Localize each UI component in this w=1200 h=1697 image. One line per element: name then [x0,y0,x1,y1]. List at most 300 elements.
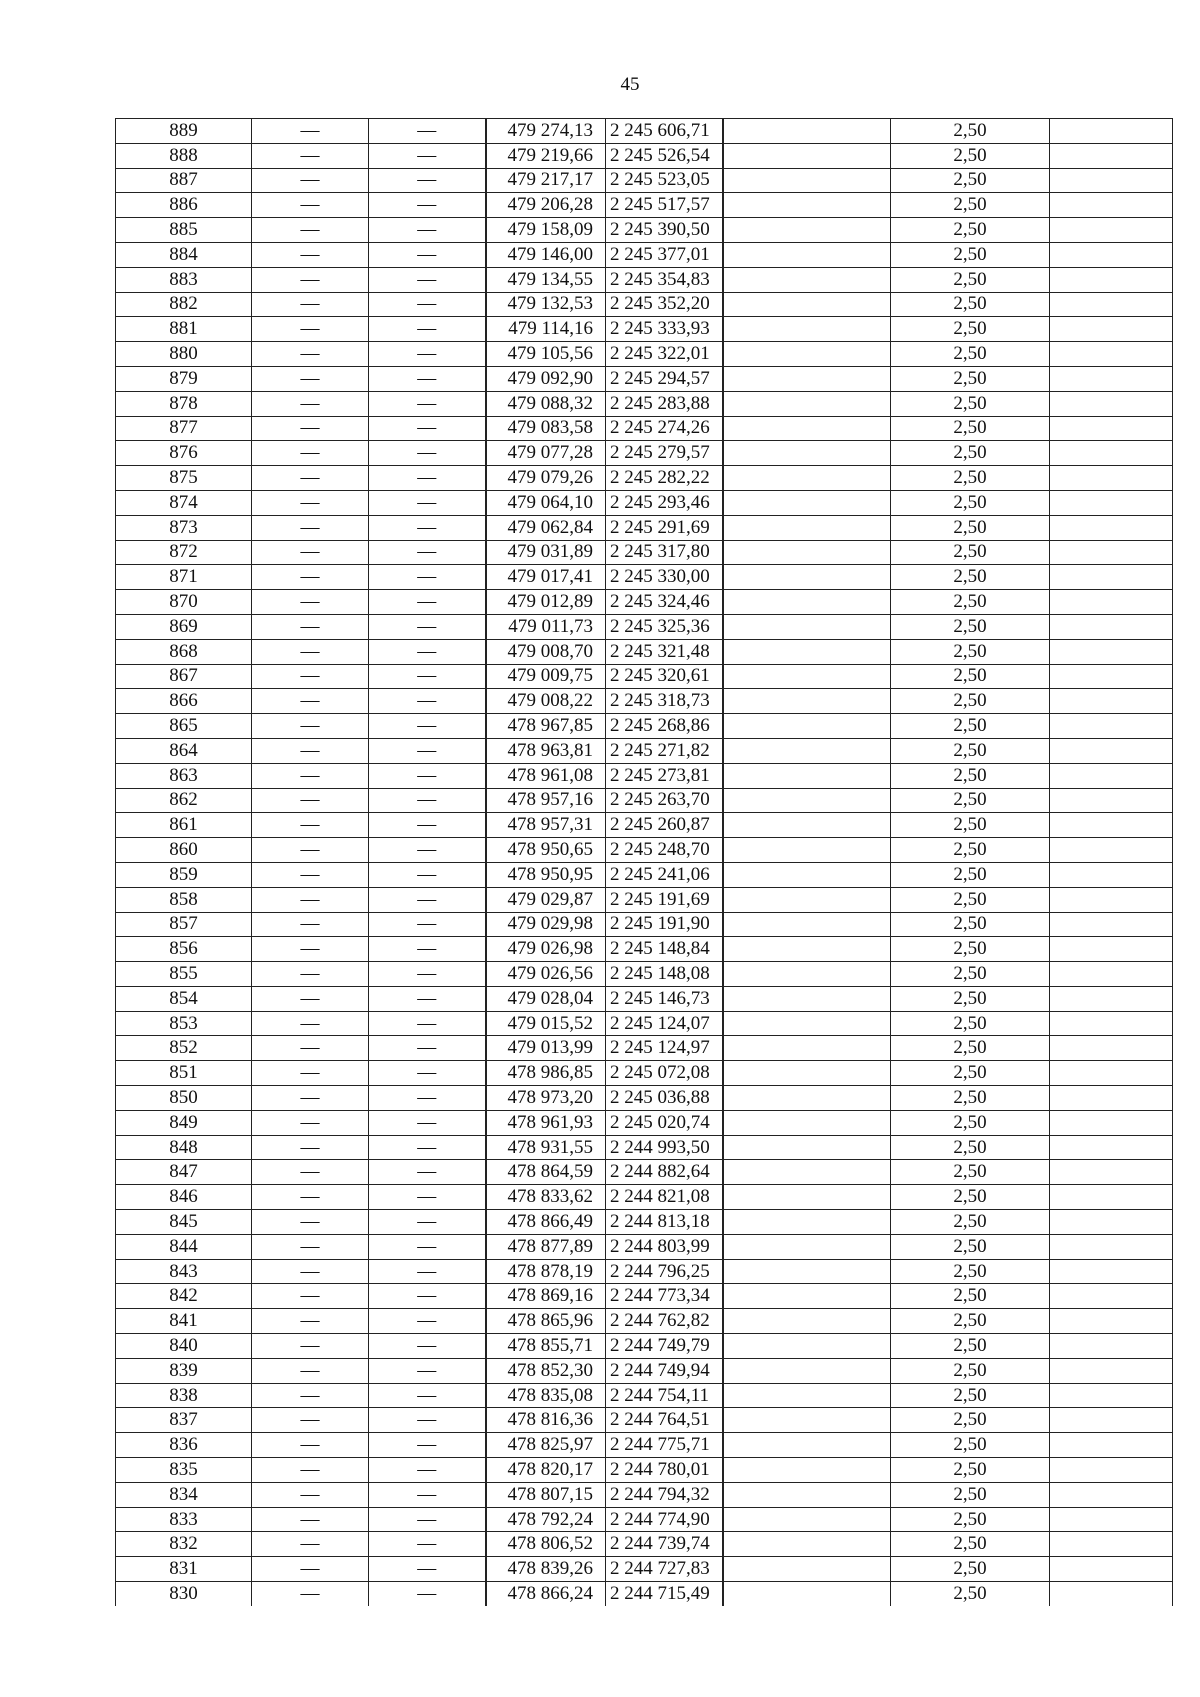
point-number-cell: 832 [116,1532,252,1557]
table-row [116,515,1173,540]
empty-cell [1050,1358,1173,1383]
error-value-cell: 2,50 [891,887,1050,912]
empty-cell [1050,1383,1173,1408]
point-number-cell: 861 [116,813,252,838]
x-coordinate-cell: 478 961,93 [486,1110,606,1135]
error-value-cell: 2,50 [891,1160,1050,1185]
x-coordinate-cell: 479 105,56 [486,342,606,367]
point-number-cell: 858 [116,887,252,912]
y-coordinate-cell: 2 244 749,94 [606,1358,723,1383]
x-coordinate-cell: 479 114,16 [486,317,606,342]
point-number-cell: 835 [116,1458,252,1483]
empty-cell [1050,738,1173,763]
table-row [116,1061,1173,1086]
coordinates-table [115,118,1173,1606]
table-body [116,119,1173,1606]
error-value-cell: 2,50 [891,1135,1050,1160]
dash-cell: — [369,1458,486,1483]
empty-cell [723,490,891,515]
empty-cell [723,1259,891,1284]
x-coordinate-cell: 479 077,28 [486,441,606,466]
point-number-cell: 849 [116,1110,252,1135]
y-coordinate-cell: 2 244 803,99 [606,1234,723,1259]
x-coordinate-cell: 479 274,13 [486,119,606,144]
dash-cell: — [369,862,486,887]
empty-cell [1050,317,1173,342]
y-coordinate-cell: 2 245 354,83 [606,267,723,292]
error-value-cell: 2,50 [891,689,1050,714]
error-value-cell: 2,50 [891,1086,1050,1111]
x-coordinate-cell: 479 134,55 [486,267,606,292]
empty-cell [1050,168,1173,193]
error-value-cell: 2,50 [891,342,1050,367]
dash-cell: — [369,267,486,292]
empty-cell [1050,1532,1173,1557]
error-value-cell: 2,50 [891,1582,1050,1606]
table-row [116,1557,1173,1582]
table-row [116,838,1173,863]
error-value-cell: 2,50 [891,986,1050,1011]
dash-cell: — [369,689,486,714]
error-value-cell: 2,50 [891,292,1050,317]
x-coordinate-cell: 478 957,31 [486,813,606,838]
error-value-cell: 2,50 [891,193,1050,218]
table-row [116,813,1173,838]
dash-cell: — [369,714,486,739]
dash-cell: — [252,614,369,639]
dash-cell: — [252,738,369,763]
error-value-cell: 2,50 [891,1458,1050,1483]
table-row [116,1309,1173,1334]
empty-cell [1050,689,1173,714]
table-row [116,763,1173,788]
y-coordinate-cell: 2 244 754,11 [606,1383,723,1408]
empty-cell [1050,1482,1173,1507]
table-row [116,540,1173,565]
dash-cell: — [369,813,486,838]
point-number-cell: 884 [116,242,252,267]
x-coordinate-cell: 478 973,20 [486,1086,606,1111]
empty-cell [723,1210,891,1235]
dash-cell: — [252,168,369,193]
empty-cell [723,590,891,615]
dash-cell: — [369,962,486,987]
y-coordinate-cell: 2 245 526,54 [606,143,723,168]
y-coordinate-cell: 2 244 749,79 [606,1334,723,1359]
empty-cell [1050,1135,1173,1160]
point-number-cell: 880 [116,342,252,367]
error-value-cell: 2,50 [891,1011,1050,1036]
dash-cell: — [369,342,486,367]
empty-cell [1050,1557,1173,1582]
table-row [116,143,1173,168]
table-row [116,317,1173,342]
empty-cell [1050,1507,1173,1532]
dash-cell: — [369,1507,486,1532]
y-coordinate-cell: 2 245 273,81 [606,763,723,788]
point-number-cell: 865 [116,714,252,739]
empty-cell [723,738,891,763]
dash-cell: — [369,912,486,937]
empty-cell [1050,1284,1173,1309]
empty-cell [1050,1185,1173,1210]
y-coordinate-cell: 2 244 993,50 [606,1135,723,1160]
y-coordinate-cell: 2 245 352,20 [606,292,723,317]
dash-cell: — [369,490,486,515]
y-coordinate-cell: 2 245 241,06 [606,862,723,887]
empty-cell [723,1482,891,1507]
x-coordinate-cell: 479 092,90 [486,366,606,391]
dash-cell: — [369,1135,486,1160]
empty-cell [1050,887,1173,912]
empty-cell [723,986,891,1011]
error-value-cell: 2,50 [891,168,1050,193]
point-number-cell: 838 [116,1383,252,1408]
dash-cell: — [369,1482,486,1507]
point-number-cell: 881 [116,317,252,342]
y-coordinate-cell: 2 245 146,73 [606,986,723,1011]
dash-cell: — [252,813,369,838]
dash-cell: — [252,143,369,168]
dash-cell: — [369,1358,486,1383]
y-coordinate-cell: 2 245 320,61 [606,664,723,689]
empty-cell [723,466,891,491]
x-coordinate-cell: 478 869,16 [486,1284,606,1309]
empty-cell [723,763,891,788]
x-coordinate-cell: 479 062,84 [486,515,606,540]
empty-cell [723,1458,891,1483]
error-value-cell: 2,50 [891,565,1050,590]
empty-cell [1050,664,1173,689]
error-value-cell: 2,50 [891,119,1050,144]
y-coordinate-cell: 2 245 268,86 [606,714,723,739]
dash-cell: — [252,1284,369,1309]
y-coordinate-cell: 2 244 775,71 [606,1433,723,1458]
x-coordinate-cell: 479 146,00 [486,242,606,267]
y-coordinate-cell: 2 245 020,74 [606,1110,723,1135]
error-value-cell: 2,50 [891,614,1050,639]
x-coordinate-cell: 478 931,55 [486,1135,606,1160]
empty-cell [723,1507,891,1532]
dash-cell: — [252,317,369,342]
point-number-cell: 882 [116,292,252,317]
empty-cell [1050,466,1173,491]
x-coordinate-cell: 478 852,30 [486,1358,606,1383]
error-value-cell: 2,50 [891,1557,1050,1582]
empty-cell [1050,962,1173,987]
point-number-cell: 867 [116,664,252,689]
empty-cell [723,1011,891,1036]
error-value-cell: 2,50 [891,1185,1050,1210]
empty-cell [723,1086,891,1111]
error-value-cell: 2,50 [891,862,1050,887]
dash-cell: — [252,1334,369,1359]
error-value-cell: 2,50 [891,639,1050,664]
y-coordinate-cell: 2 244 773,34 [606,1284,723,1309]
dash-cell: — [369,466,486,491]
empty-cell [1050,193,1173,218]
error-value-cell: 2,50 [891,738,1050,763]
table-row [116,590,1173,615]
y-coordinate-cell: 2 245 148,84 [606,937,723,962]
dash-cell: — [252,119,369,144]
point-number-cell: 879 [116,366,252,391]
dash-cell: — [252,1532,369,1557]
error-value-cell: 2,50 [891,366,1050,391]
table-row [116,1532,1173,1557]
point-number-cell: 862 [116,788,252,813]
point-number-cell: 844 [116,1234,252,1259]
y-coordinate-cell: 2 245 274,26 [606,416,723,441]
x-coordinate-cell: 479 132,53 [486,292,606,317]
y-coordinate-cell: 2 245 124,97 [606,1036,723,1061]
table-row [116,1234,1173,1259]
dash-cell: — [252,1582,369,1606]
point-number-cell: 847 [116,1160,252,1185]
dash-cell: — [369,391,486,416]
dash-cell: — [369,590,486,615]
y-coordinate-cell: 2 245 317,80 [606,540,723,565]
error-value-cell: 2,50 [891,1259,1050,1284]
empty-cell [1050,242,1173,267]
table-row [116,342,1173,367]
dash-cell: — [252,1433,369,1458]
empty-cell [1050,639,1173,664]
dash-cell: — [369,292,486,317]
dash-cell: — [369,664,486,689]
empty-cell [1050,1259,1173,1284]
dash-cell: — [252,1557,369,1582]
dash-cell: — [252,1086,369,1111]
y-coordinate-cell: 2 245 324,46 [606,590,723,615]
dash-cell: — [369,1234,486,1259]
dash-cell: — [369,317,486,342]
error-value-cell: 2,50 [891,664,1050,689]
table-row [116,1011,1173,1036]
error-value-cell: 2,50 [891,763,1050,788]
dash-cell: — [252,391,369,416]
empty-cell [1050,1036,1173,1061]
page-number: 45 [620,74,640,95]
dash-cell: — [252,986,369,1011]
y-coordinate-cell: 2 245 191,90 [606,912,723,937]
empty-cell [1050,540,1173,565]
point-number-cell: 840 [116,1334,252,1359]
dash-cell: — [369,1160,486,1185]
x-coordinate-cell: 478 807,15 [486,1482,606,1507]
x-coordinate-cell: 478 878,19 [486,1259,606,1284]
dash-cell: — [252,1011,369,1036]
point-number-cell: 877 [116,416,252,441]
dash-cell: — [369,1433,486,1458]
empty-cell [1050,1061,1173,1086]
table-row [116,1259,1173,1284]
dash-cell: — [369,1259,486,1284]
x-coordinate-cell: 479 008,22 [486,689,606,714]
empty-cell [723,1557,891,1582]
x-coordinate-cell: 479 015,52 [486,1011,606,1036]
dash-cell: — [369,1408,486,1433]
error-value-cell: 2,50 [891,1110,1050,1135]
error-value-cell: 2,50 [891,937,1050,962]
empty-cell [723,1160,891,1185]
table-row [116,242,1173,267]
empty-cell [1050,1334,1173,1359]
point-number-cell: 852 [116,1036,252,1061]
point-number-cell: 836 [116,1433,252,1458]
y-coordinate-cell: 2 245 271,82 [606,738,723,763]
dash-cell: — [252,193,369,218]
dash-cell: — [252,887,369,912]
point-number-cell: 887 [116,168,252,193]
y-coordinate-cell: 2 244 727,83 [606,1557,723,1582]
table-row [116,490,1173,515]
error-value-cell: 2,50 [891,218,1050,243]
table-row [116,689,1173,714]
x-coordinate-cell: 478 950,65 [486,838,606,863]
y-coordinate-cell: 2 245 377,01 [606,242,723,267]
y-coordinate-cell: 2 245 523,05 [606,168,723,193]
dash-cell: — [252,689,369,714]
table-row [116,738,1173,763]
table-row [116,912,1173,937]
point-number-cell: 837 [116,1408,252,1433]
error-value-cell: 2,50 [891,590,1050,615]
x-coordinate-cell: 478 866,49 [486,1210,606,1235]
x-coordinate-cell: 478 864,59 [486,1160,606,1185]
x-coordinate-cell: 479 026,56 [486,962,606,987]
error-value-cell: 2,50 [891,1507,1050,1532]
x-coordinate-cell: 478 957,16 [486,788,606,813]
empty-cell [723,1234,891,1259]
dash-cell: — [369,218,486,243]
y-coordinate-cell: 2 245 124,07 [606,1011,723,1036]
empty-cell [723,1358,891,1383]
y-coordinate-cell: 2 245 606,71 [606,119,723,144]
table-row [116,391,1173,416]
point-number-cell: 875 [116,466,252,491]
y-coordinate-cell: 2 244 813,18 [606,1210,723,1235]
empty-cell [1050,416,1173,441]
x-coordinate-cell: 479 012,89 [486,590,606,615]
empty-cell [723,1582,891,1606]
dash-cell: — [369,1110,486,1135]
x-coordinate-cell: 479 217,17 [486,168,606,193]
empty-cell [723,317,891,342]
point-number-cell: 885 [116,218,252,243]
dash-cell: — [252,763,369,788]
point-number-cell: 876 [116,441,252,466]
empty-cell [723,441,891,466]
dash-cell: — [252,664,369,689]
empty-cell [723,1061,891,1086]
empty-cell [723,912,891,937]
x-coordinate-cell: 478 792,24 [486,1507,606,1532]
x-coordinate-cell: 478 967,85 [486,714,606,739]
empty-cell [723,168,891,193]
empty-cell [1050,1110,1173,1135]
x-coordinate-cell: 479 079,26 [486,466,606,491]
empty-cell [723,887,891,912]
y-coordinate-cell: 2 244 739,74 [606,1532,723,1557]
dash-cell: — [369,193,486,218]
y-coordinate-cell: 2 245 325,36 [606,614,723,639]
error-value-cell: 2,50 [891,242,1050,267]
point-number-cell: 883 [116,267,252,292]
y-coordinate-cell: 2 245 294,57 [606,366,723,391]
empty-cell [1050,1234,1173,1259]
dash-cell: — [369,143,486,168]
dash-cell: — [369,1185,486,1210]
empty-cell [1050,218,1173,243]
dash-cell: — [252,292,369,317]
table-row [116,1507,1173,1532]
table-row [116,1358,1173,1383]
empty-cell [723,1185,891,1210]
error-value-cell: 2,50 [891,1433,1050,1458]
empty-cell [1050,813,1173,838]
point-number-cell: 830 [116,1582,252,1606]
y-coordinate-cell: 2 245 072,08 [606,1061,723,1086]
point-number-cell: 878 [116,391,252,416]
x-coordinate-cell: 479 028,04 [486,986,606,1011]
empty-cell [1050,862,1173,887]
empty-cell [1050,119,1173,144]
empty-cell [723,193,891,218]
dash-cell: — [252,1061,369,1086]
dash-cell: — [369,1284,486,1309]
dash-cell: — [252,1234,369,1259]
dash-cell: — [369,540,486,565]
y-coordinate-cell: 2 244 764,51 [606,1408,723,1433]
y-coordinate-cell: 2 245 517,57 [606,193,723,218]
dash-cell: — [369,515,486,540]
dash-cell: — [252,590,369,615]
empty-cell [723,813,891,838]
empty-cell [723,143,891,168]
empty-cell [723,862,891,887]
table-row [116,937,1173,962]
x-coordinate-cell: 478 835,08 [486,1383,606,1408]
empty-cell [723,1334,891,1359]
x-coordinate-cell: 478 806,52 [486,1532,606,1557]
dash-cell: — [369,1061,486,1086]
y-coordinate-cell: 2 244 794,32 [606,1482,723,1507]
empty-cell [723,218,891,243]
error-value-cell: 2,50 [891,912,1050,937]
empty-cell [723,1309,891,1334]
empty-cell [1050,391,1173,416]
dash-cell: — [252,466,369,491]
dash-cell: — [369,168,486,193]
table-row [116,218,1173,243]
x-coordinate-cell: 479 017,41 [486,565,606,590]
table-row [116,193,1173,218]
x-coordinate-cell: 479 029,87 [486,887,606,912]
dash-cell: — [369,838,486,863]
y-coordinate-cell: 2 245 390,50 [606,218,723,243]
empty-cell [723,391,891,416]
empty-cell [1050,292,1173,317]
x-coordinate-cell: 478 963,81 [486,738,606,763]
empty-cell [723,1383,891,1408]
empty-cell [723,540,891,565]
error-value-cell: 2,50 [891,1234,1050,1259]
empty-cell [723,515,891,540]
dash-cell: — [369,416,486,441]
dash-cell: — [252,1259,369,1284]
table-row [116,416,1173,441]
